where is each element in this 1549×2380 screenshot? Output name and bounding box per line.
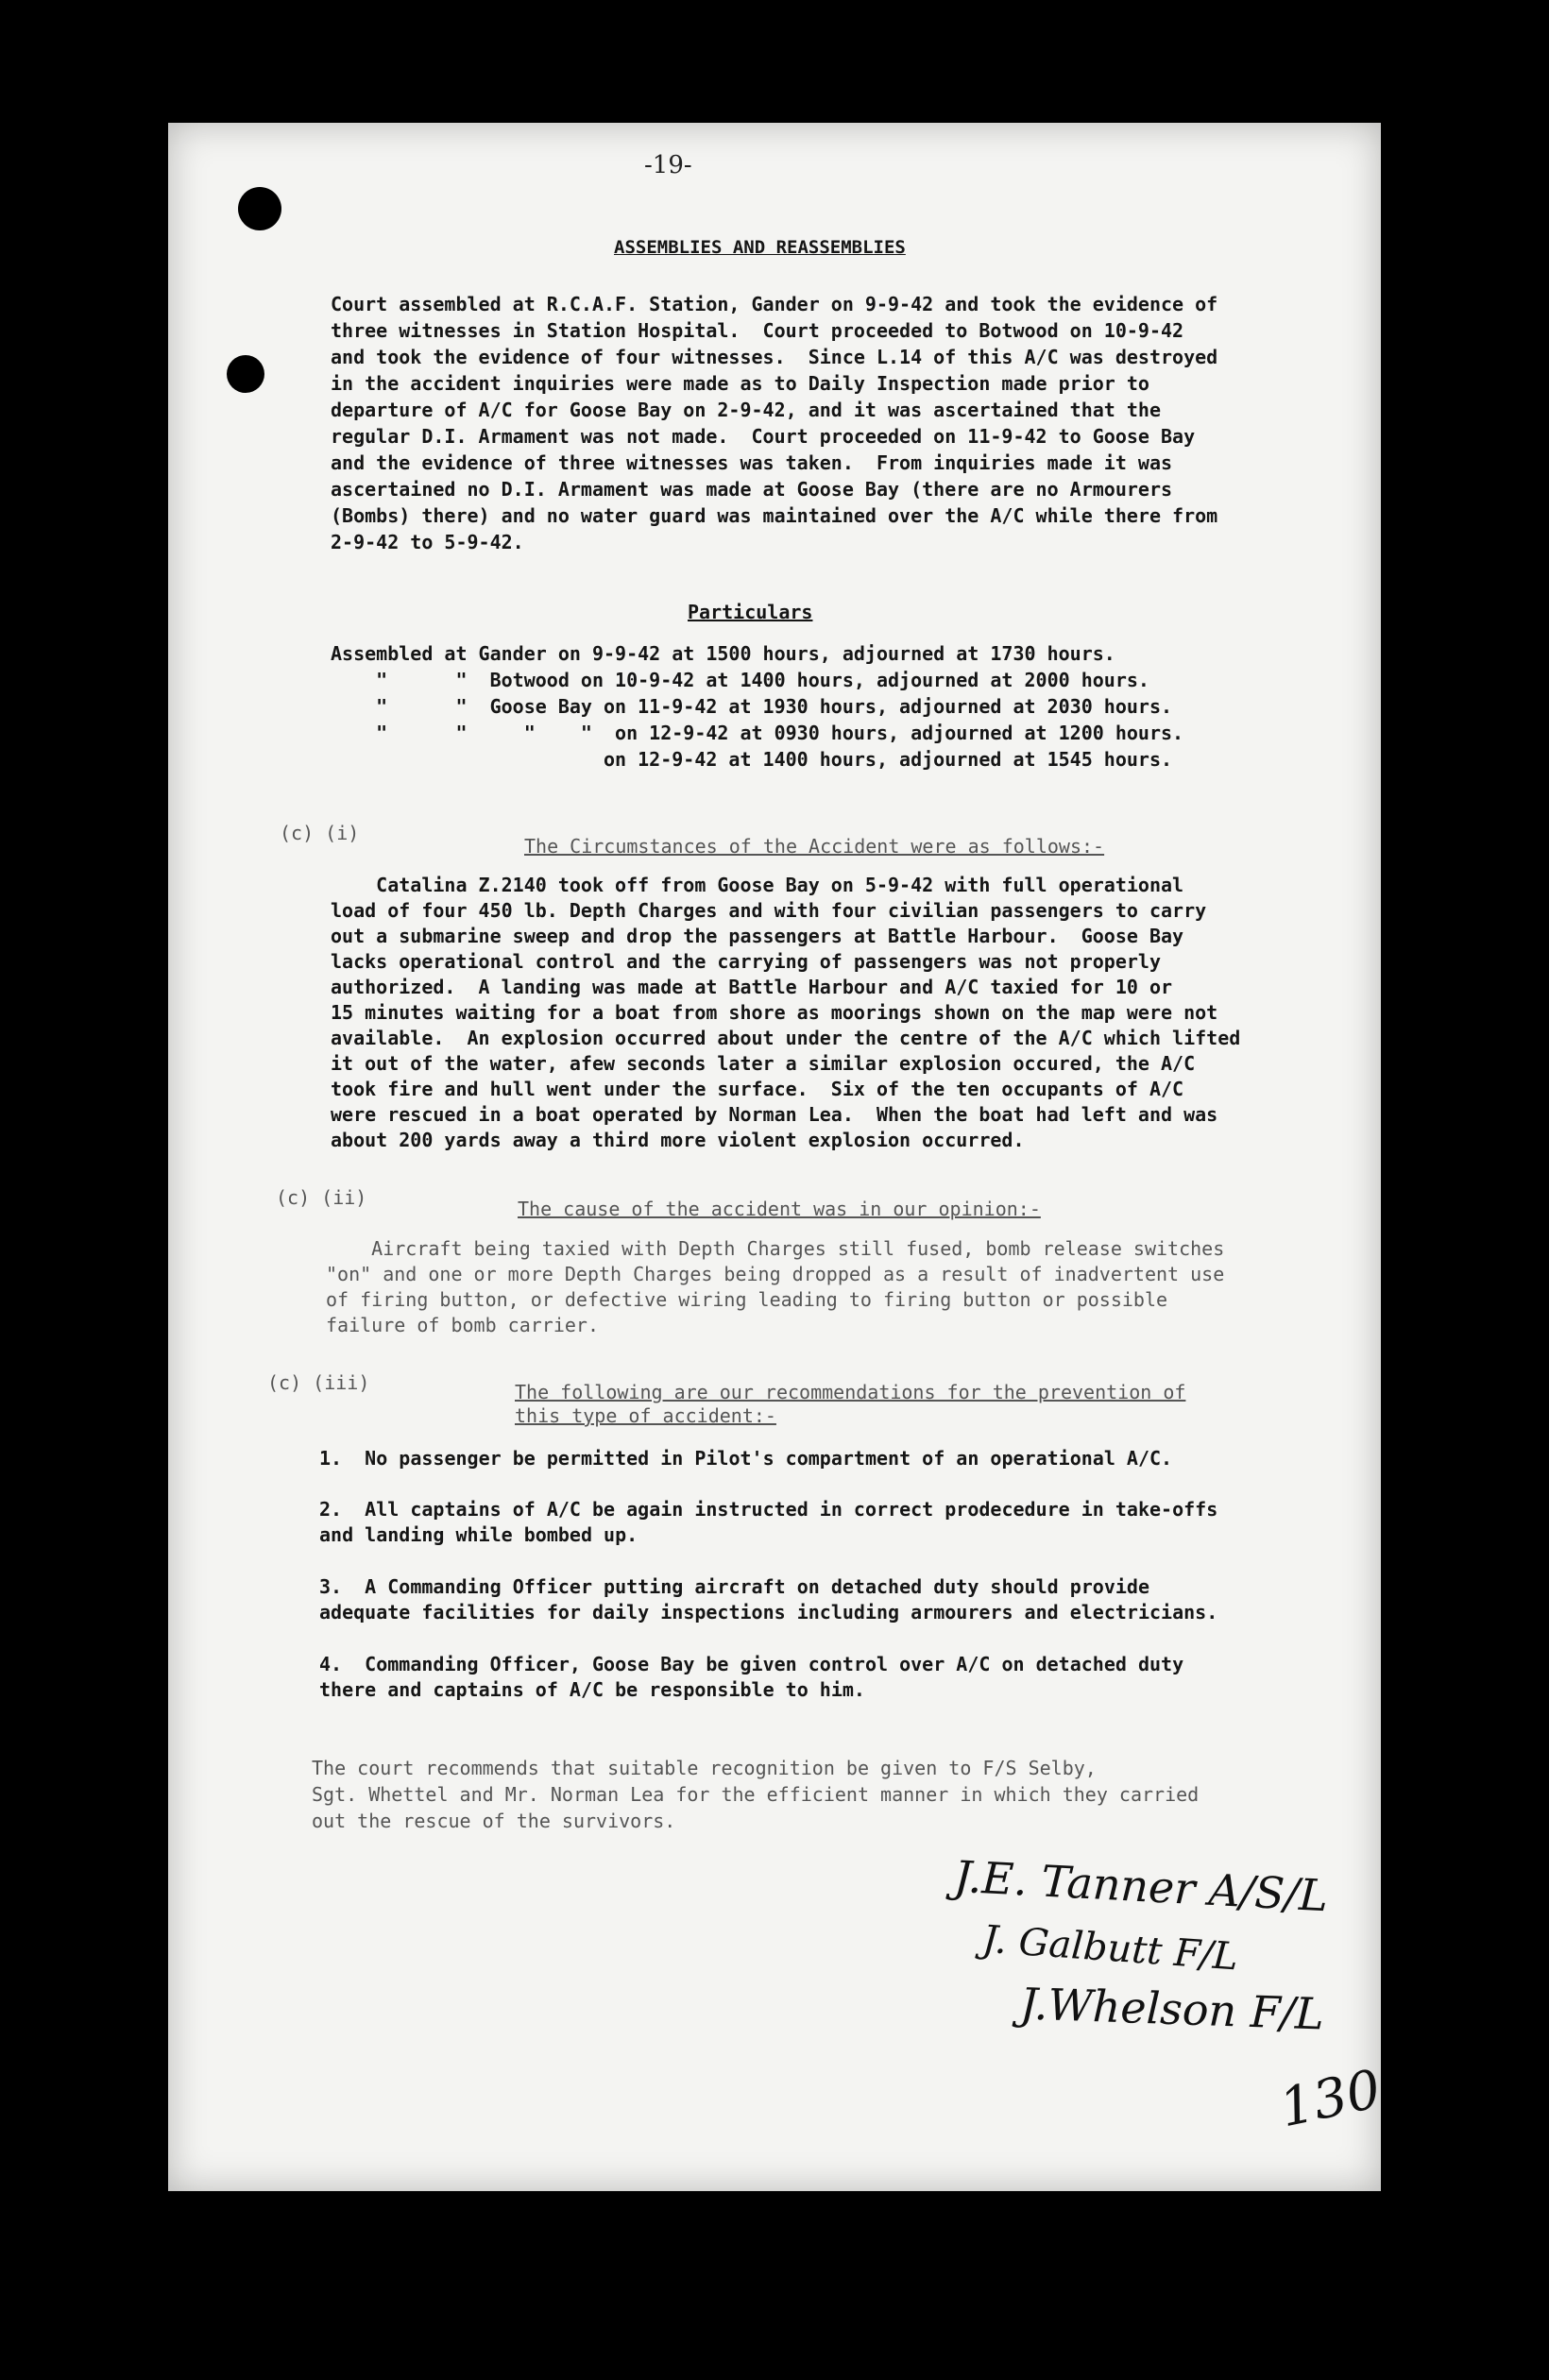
c1-line: out a submarine sweep and drop the passengers at Battle Harbour. Goose Bay [331, 925, 1184, 947]
section-c3-label: (c) (iii) [267, 1371, 370, 1394]
heading: ASSEMBLIES AND REASSEMBLIES [614, 237, 906, 258]
section-c2-heading: The cause of the accident was in our opinion:- [518, 1198, 1041, 1220]
particulars-line: " " Botwood on 10-9-42 at 1400 hours, adjourned at 2000 hours. [331, 669, 1149, 691]
c2-line: Aircraft being taxied with Depth Charges still fused, bomb release switches [326, 1237, 1225, 1260]
intro-line: ascertained no D.I. Armament was made at Goose Bay (there are no Armourers [331, 478, 1173, 501]
intro-line: departure of A/C for Goose Bay on 2-9-42, and it was ascertained that the [331, 399, 1161, 421]
intro-line: and took the evidence of four witnesses. Since L.14 of this A/C was destroyed [331, 346, 1218, 368]
section-c2-label: (c) (ii) [276, 1186, 367, 1209]
section-c3-heading-1: The following are our recommendations for the prevention of [515, 1381, 1186, 1403]
punch-hole-icon [238, 187, 281, 230]
closing-line: The court recommends that suitable recognition be given to F/S Selby, [312, 1757, 1097, 1779]
c1-line: available. An explosion occurred about under the centre of the A/C which lifted [331, 1027, 1241, 1049]
c2-line: "on" and one or more Depth Charges being dropped as a result of inadvertent use [326, 1263, 1225, 1285]
intro-line: 2-9-42 to 5-9-42. [331, 531, 524, 553]
particulars-line: Assembled at Gander on 9-9-42 at 1500 hours, adjourned at 1730 hours. [331, 642, 1115, 665]
intro-line: and the evidence of three witnesses was taken. From inquiries made it was [331, 451, 1173, 474]
c1-line: about 200 yards away a third more violent explosion occurred. [331, 1129, 1025, 1151]
intro-line: regular D.I. Armament was not made. Court proceeded on 11-9-42 to Goose Bay [331, 425, 1196, 448]
section-c3-heading-2: this type of accident:- [515, 1404, 776, 1427]
c1-line: Catalina Z.2140 took off from Goose Bay on 5-9-42 with full operational [331, 874, 1184, 896]
c1-line: 15 minutes waiting for a boat from shore as moorings shown on the map were not [331, 1001, 1218, 1024]
c1-line: were rescued in a boat operated by Norman Lea. When the boat had left and was [331, 1103, 1218, 1126]
particulars-line: " " Goose Bay on 11-9-42 at 1930 hours, adjourned at 2030 hours. [331, 695, 1173, 718]
section-c1-label: (c) (i) [280, 822, 360, 844]
closing-line: out the rescue of the survivors. [312, 1810, 676, 1832]
particulars-line: " " " " on 12-9-42 at 0930 hours, adjourned at 1200 hours. [331, 722, 1184, 744]
intro-line: Court assembled at R.C.A.F. Station, Gander on 9-9-42 and took the evidence of [331, 293, 1218, 315]
page-number: -19- [644, 151, 692, 179]
recommendation-line: 4. Commanding Officer, Goose Bay be given control over A/C on detached duty [319, 1653, 1184, 1675]
particulars-line: on 12-9-42 at 1400 hours, adjourned at 1545 hours. [331, 748, 1173, 771]
section-c1-heading: The Circumstances of the Accident were as follows:- [524, 835, 1105, 858]
intro-line: (Bombs) there) and no water guard was maintained over the A/C while there from [331, 504, 1218, 527]
c1-line: lacks operational control and the carrying of passengers was not properly [331, 950, 1161, 973]
c1-line: authorized. A landing was made at Battle Harbour and A/C taxied for 10 or [331, 976, 1173, 998]
recommendation-line: there and captains of A/C be responsible to him. [319, 1678, 865, 1701]
particulars-heading: Particulars [688, 601, 813, 623]
signature-tanner: J.E. Tanner A/S/L [952, 1850, 1330, 1922]
intro-line: three witnesses in Station Hospital. Court proceeded to Botwood on 10-9-42 [331, 319, 1184, 342]
recommendation-line: 1. No passenger be permitted in Pilot's compartment of an operational A/C. [319, 1447, 1173, 1470]
c2-line: failure of bomb carrier. [326, 1314, 599, 1336]
punch-hole-icon [227, 355, 264, 393]
recommendation-line: 2. All captains of A/C be again instructed in correct prodecedure in take-offs [319, 1498, 1218, 1521]
recommendation-line: and landing while bombed up. [319, 1523, 638, 1546]
intro-line: in the accident inquiries were made as to Daily Inspection made prior to [331, 372, 1149, 395]
signature-galbutt: J. Galbutt F/L [980, 1917, 1240, 1980]
recommendation-line: adequate facilities for daily inspections including armourers and electricians. [319, 1601, 1218, 1624]
c2-line: of firing button, or defective wiring leading to firing button or possible [326, 1288, 1168, 1311]
recommendation-line: 3. A Commanding Officer putting aircraft on detached duty should provide [319, 1575, 1149, 1598]
c1-line: took fire and hull went under the surface. Six of the ten occupants of A/C [331, 1078, 1184, 1100]
folio-number: 130 [1274, 2058, 1387, 2140]
closing-line: Sgt. Whettel and Mr. Norman Lea for the efficient manner in which they carried [312, 1783, 1200, 1806]
c1-line: load of four 450 lb. Depth Charges and with four civilian passengers to carry [331, 899, 1207, 922]
c1-line: it out of the water, afew seconds later a similar explosion occured, the A/C [331, 1052, 1196, 1075]
signature-whelson: J.Whelson F/L [1019, 1978, 1325, 2040]
